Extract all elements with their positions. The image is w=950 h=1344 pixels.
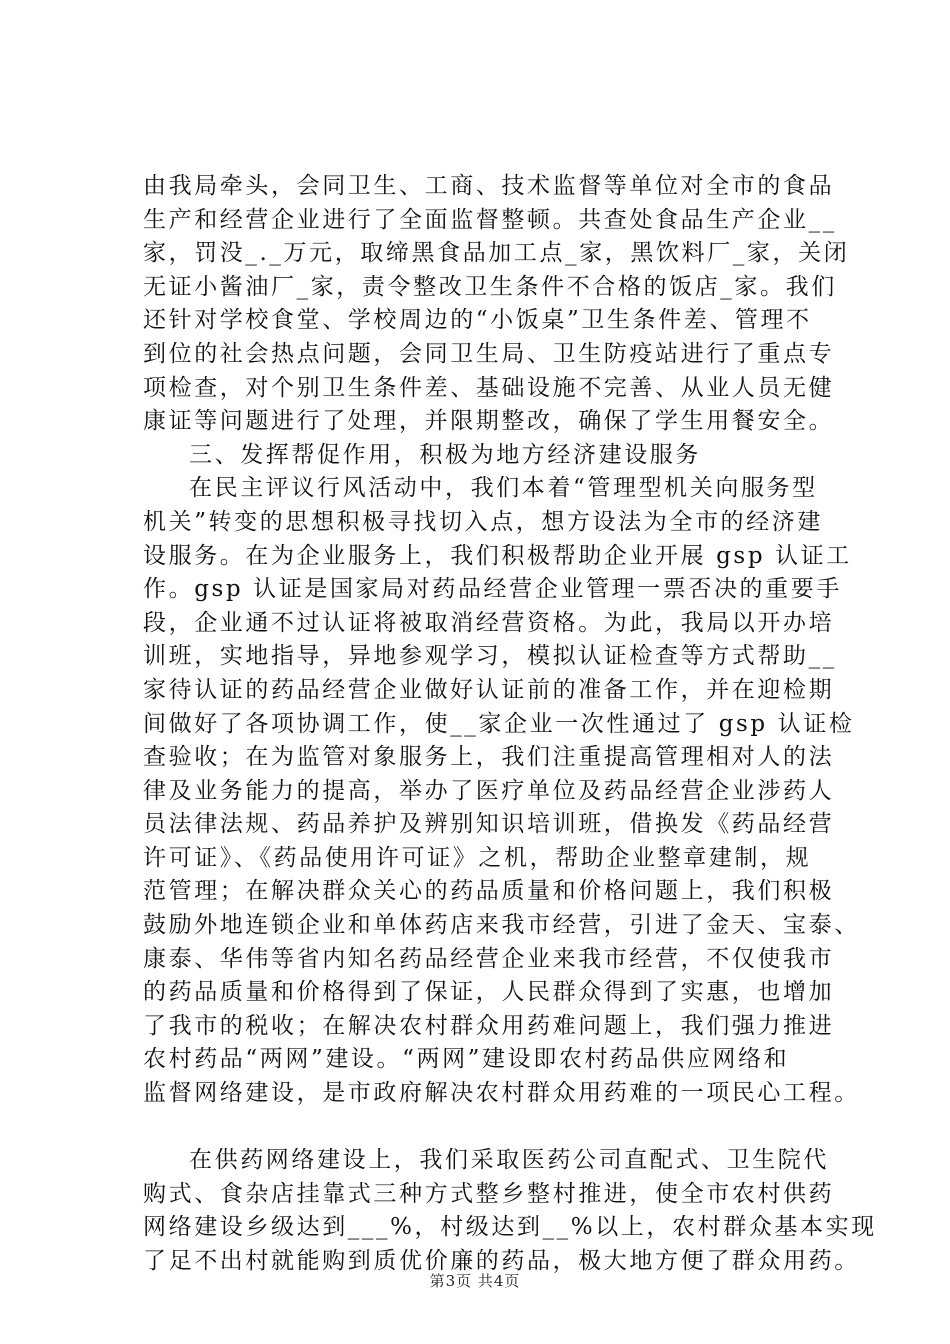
text-line: 训班，实地指导，异地参观学习，模拟认证检查等方式帮助__ — [143, 643, 837, 670]
text-line: 许可证》、《药品使用许可证》之机，帮助企业整章建制，规 — [143, 844, 812, 871]
text-line: 监督网络建设，是市政府解决农村群众用药难的一项民心工程。 — [143, 1080, 860, 1107]
text-line: 查验收；在为监管对象服务上，我们注重提高管理相对人的法 — [143, 744, 835, 771]
text-line: 范管理；在解决群众关心的药品质量和价格问题上，我们积极 — [143, 878, 835, 905]
text-line: 购式、食杂店挂靠式三种方式整乡整村推进，使全市农村供药 — [143, 1180, 835, 1207]
text-line: 鼓励外地连锁企业和单体药店来我市经营，引进了金天、宝泰、 — [143, 912, 860, 939]
text-line: 还针对学校食堂、学校周边的“小饭桌”卫生条件差、管理不 — [143, 307, 812, 334]
text-line: 段，企业通不过认证将被取消经营资格。为此，我局以开办培 — [143, 609, 835, 636]
text-line: 设服务。在为企业服务上，我们积极帮助企业开展 gsp 认证工 — [143, 542, 852, 569]
text-line: 律及业务能力的提高，举办了医疗单位及药品经营企业涉药人 — [143, 777, 835, 804]
text-line: 无证小酱油厂_家，责令整改卫生条件不合格的饭店_家。我们 — [143, 273, 837, 300]
text-line: 作。gsp 认证是国家局对药品经营企业管理一票否决的重要手 — [143, 576, 842, 603]
text-line: 康泰、华伟等省内知名药品经营企业来我市经营，不仅使我市 — [143, 945, 835, 972]
text-line: 员法律法规、药品养护及辨别知识培训班，借换发《药品经营 — [143, 811, 835, 838]
text-line: 间做好了各项协调工作，使__家企业一次性通过了 gsp 认证检 — [143, 710, 855, 737]
text-line: 网络建设乡级达到___%，村级达到__%以上，农村群众基本实现 — [143, 1214, 877, 1241]
body-text — [143, 170, 877, 1279]
text-line: 了足不出村就能购到质优价廉的药品，极大地方便了群众用药。 — [143, 1248, 860, 1274]
text-line: 康证等问题进行了处理，并限期整改，确保了学生用餐安全。 — [143, 408, 835, 435]
text-line: 农村药品“两网”建设。“两网”建设即农村药品供应网络和 — [143, 1046, 790, 1073]
text-line: 到位的社会热点问题，会同卫生局、卫生防疫站进行了重点专 — [143, 340, 835, 367]
text-line: 了我市的税收；在解决农村群众用药难问题上，我们强力推进 — [143, 1012, 835, 1039]
text-line: 在供药网络建设上，我们采取医药公司直配式、卫生院代 — [189, 1147, 829, 1174]
text-line: 机关”转变的思想积极寻找切入点，想方设法为全市的经济建 — [143, 508, 823, 535]
section-heading: 三、发挥帮促作用，积极为地方经济建设服务 — [189, 441, 701, 468]
text-line: 项检查，对个别卫生条件差、基础设施不完善、从业人员无健 — [143, 374, 835, 401]
page-number-footer: 第3页 共4页 — [429, 1272, 521, 1290]
text-line: 在民主评议行风活动中，我们本着“管理型机关向服务型 — [189, 475, 818, 502]
text-line: 家，罚没_._万元，取缔黑食品加工点_家，黑饮料厂_家，关闭 — [143, 240, 850, 267]
text-line: 生产和经营企业进行了全面监督整顿。共查处食品生产企业__ — [143, 206, 837, 233]
paragraph-gap — [143, 1111, 863, 1145]
text-line: 家待认证的药品经营企业做好认证前的准备工作，并在迎检期 — [143, 676, 835, 703]
text-line: 由我局牵头，会同卫生、工商、技术监督等单位对全市的食品 — [143, 173, 835, 199]
text-line: 的药品质量和价格得到了保证，人民群众得到了实惠，也增加 — [143, 979, 835, 1006]
